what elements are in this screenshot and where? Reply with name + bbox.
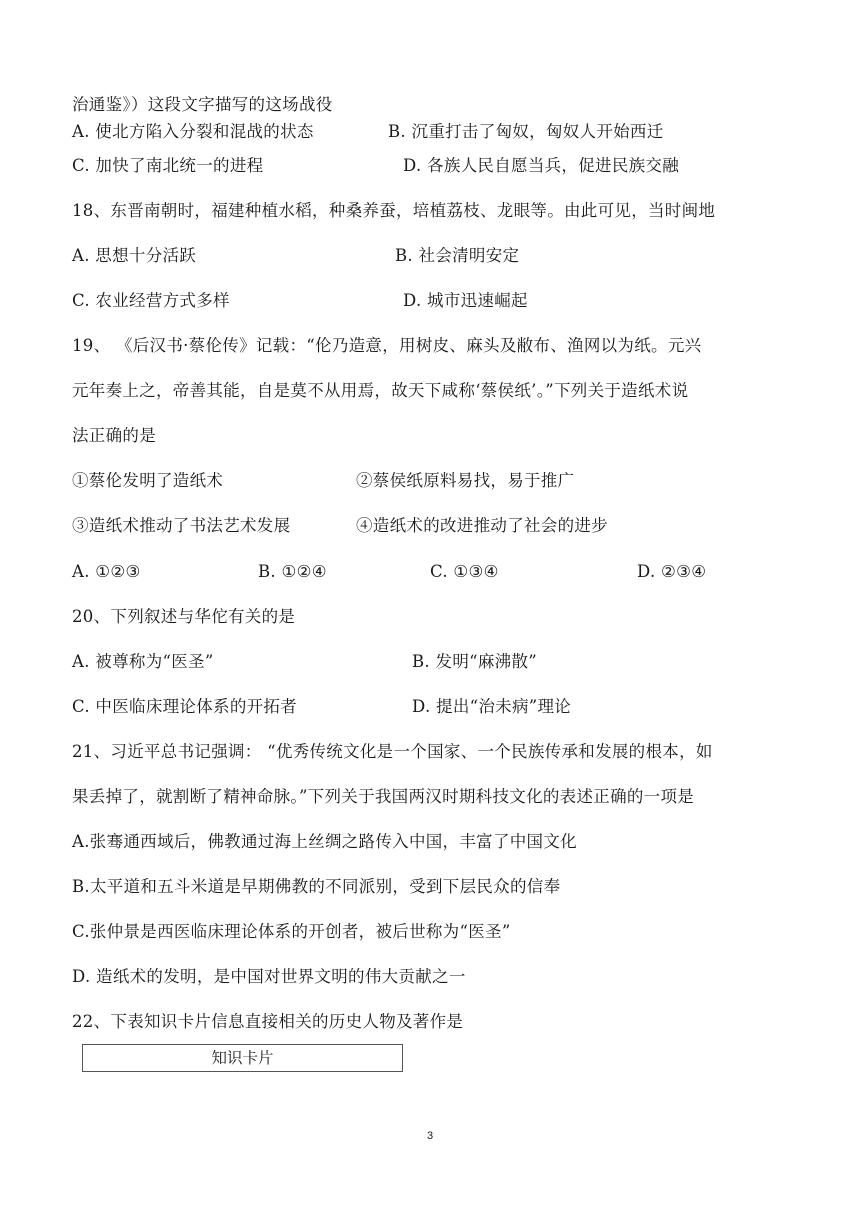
q21-stem-line1: 21、习近平总书记强调： “优秀传统文化是一个国家、一个民族传承和发展的根本，如 — [72, 742, 713, 761]
q21-option-b: B.太平道和五斗米道是早期佛教的不同派别，受到下层民众的信奉 — [72, 877, 561, 896]
q21-option-a: A.张骞通西域后，佛教通过海上丝绸之路传入中国，丰富了中国文化 — [72, 832, 577, 851]
q21-option-d: D. 造纸术的发明，是中国对世界文明的伟大贡献之一 — [72, 967, 466, 986]
q20-stem: 20、下列叙述与华佗有关的是 — [72, 607, 296, 626]
q20-option-d: D. 提出“治未病”理论 — [412, 697, 572, 716]
q19-stem-line2: 元年奏上之，帝善其能，自是莫不从用焉，故天下咸称‘蔡侯纸’。”下列关于造纸术说 — [72, 381, 689, 400]
q21-stem-line2: 果丢掉了，就割断了精神命脉。”下列关于我国两汉时期科技文化的表述正确的一项是 — [72, 787, 695, 806]
q19-statement-1: ①蔡伦发明了造纸术 — [72, 471, 224, 490]
q20-option-c: C. 中医临床理论体系的开拓者 — [72, 697, 298, 716]
q19-statement-2: ②蔡侯纸原料易找，易于推广 — [356, 471, 575, 490]
q19-statement-3: ③造纸术推动了书法艺术发展 — [72, 516, 291, 535]
q18-option-c: C. 农业经营方式多样 — [72, 291, 230, 310]
q20-option-b: B. 发明“麻沸散” — [412, 652, 537, 671]
q18-option-a: A. 思想十分活跃 — [72, 246, 197, 265]
q19-option-c: C. ①③④ — [430, 562, 499, 581]
q18-option-d: D. 城市迅速崛起 — [403, 291, 528, 310]
page-number: 3 — [426, 1130, 434, 1142]
q19-option-a: A. ①②③ — [72, 562, 141, 581]
q17-option-b: B. 沉重打击了匈奴，匈奴人开始西迁 — [388, 122, 664, 141]
q17-option-d: D. 各族人民自愿当兵，促进民族交融 — [403, 156, 680, 175]
q17-option-c: C. 加快了南北统一的进程 — [72, 156, 264, 175]
q19-statement-4: ④造纸术的改进推动了社会的进步 — [356, 516, 608, 535]
q19-option-b: B. ①②④ — [258, 562, 327, 581]
q17-stem-tail: 治通鉴》）这段文字描写的这场战役 — [72, 95, 333, 114]
q17-option-a: A. 使北方陷入分裂和混战的状态 — [72, 122, 314, 141]
q19-stem-line1: 19、 《后汉书·蔡伦传》记载：“伦乃造意，用树皮、麻头及敝布、渔网以为纸。元兴 — [72, 336, 702, 355]
q19-stem-line3: 法正确的是 — [72, 426, 156, 445]
q21-option-c: C.张仲景是西医临床理论体系的开创者，被后世称为“医圣” — [72, 922, 511, 941]
q22-stem: 22、下表知识卡片信息直接相关的历史人物及著作是 — [72, 1012, 464, 1031]
q20-option-a: A. 被尊称为“医圣” — [72, 652, 214, 671]
knowledge-card-header: 知识卡片 — [82, 1044, 403, 1072]
q18-option-b: B. 社会清明安定 — [395, 246, 520, 265]
q18-stem: 18、东晋南朝时，福建种植水稻，种桑养蚕，培植荔枝、龙眼等。由此可见，当时闽地 — [72, 201, 716, 220]
q19-option-d: D. ②③④ — [637, 562, 707, 581]
